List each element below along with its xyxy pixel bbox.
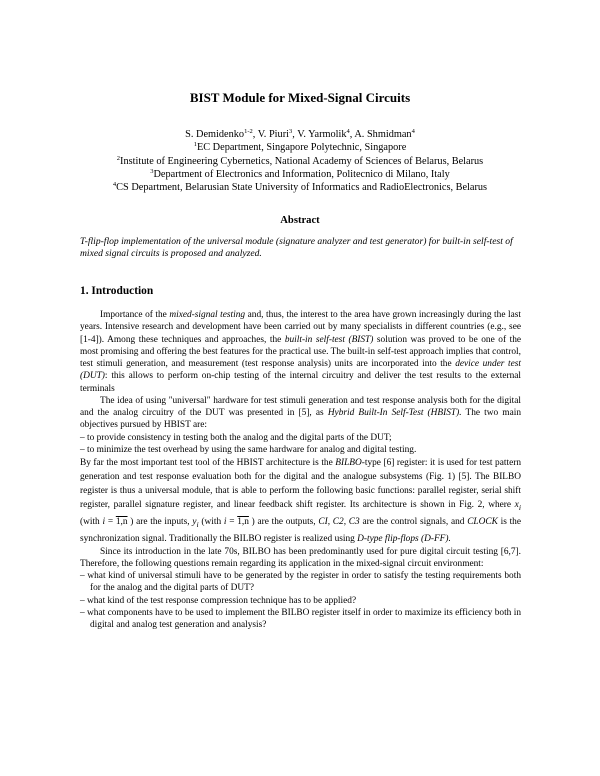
math-y-i: $y_i$: [192, 516, 199, 529]
author-list: S. Demidenko$^{1-2}$, V. Piuri$^3$, V. Yarmolik$^4$, A. Shmidman$^4$: [185, 128, 415, 140]
section-body: [80, 309, 521, 631]
author-name: S. Demidenko: [185, 129, 245, 140]
abstract-heading: Abstract: [280, 215, 320, 226]
section-heading: 1. Introduction: [80, 285, 154, 297]
list-item: – what kind of universal stimuli have to be generated by the register in order to satisfy the testing requirements both for the analog and the digital parts of DUT?: [80, 571, 521, 594]
list-item: – to provide consistency in testing both the analog and the digital parts of the DUT;: [80, 432, 392, 443]
paper-title: BIST Module for Mixed-Signal Circuits: [189, 90, 411, 105]
math-x-i: $x_i$: [514, 500, 521, 512]
paragraph-2: The idea of using "universal" hardware for test stimuli generation and test response analysis both for the digital and the analog circuitry of the DUT was presented in [5], as Hybrid Built-In Self-Test (HBIST). The two main objectives pursued by HBIST are:: [80, 395, 521, 431]
math-range: i = 1,n: [223, 516, 249, 527]
paragraph-3: By far the most important test tool of the HBIST architecture is the BILBO-type [6] register: it is used for test pattern generation and test response evaluation both for the digital and the analogue subsystems (Fig. 1) [5]. The BILBO register is thus a universal module, that is able to perform the following basic functions: parallel register, serial shift register, parallel signature register, and linear feedback shift register. Its architecture is shown in Fig. 2, where $x_i$ (with i = 1,n ) are the inputs, $y_i$ (with i = 1,n ) are the outputs, CI, C2, C3 are the control signals, and CLOCK is the synchronization signal. Traditionally the BILBO register is realized using D-type flip-flops (D-FF).: [80, 458, 521, 544]
paragraph-4: Since its introduction in the late 70s, BILBO has been predominantly used for pure digital circuit testing [6,7]. Therefore, the following questions remain regarding its application in the mixed-signal circuit environment:: [80, 546, 521, 569]
affiliation-2: $^2$Institute of Engineering Cybernetics, National Academy of Sciences of Belarus, Belarus: [116, 154, 484, 167]
abstract-text: T-flip-flop implementation of the universal module (signature analyzer and test generator) for built-in self-test of mixed signal circuits is proposed and analyzed.: [80, 236, 513, 260]
author-name: A. Shmidman: [354, 129, 412, 140]
math-range: i = 1,n: [102, 516, 128, 527]
affiliation-4: $^4$CS Department, Belarusian State University of Informatics and RadioElectronics, Belarus: [112, 181, 488, 194]
paragraph-1: Importance of the mixed-signal testing and, thus, the interest to the area have grown increasingly during the last years. Intensive research and development have been carried out by many specialists in different countries (e.g., see [1-4]). Among these techniques and approaches, the built-in self-test (BIST) solution was proved to be one of the most promising and offering the best features for the practical use. The built-in self-test approach implies that control, test stimuli generation, and measurement (test response analysis) units are incorporated into the device under test (DUT): this allows to perform on-chip testing of the internal circuitry and deliver the test results to the external terminals: [80, 310, 522, 394]
affiliation-1: $^1$EC Department, Singapore Polytechnic, Singapore: [193, 141, 407, 154]
author-name: V. Yarmolik: [297, 129, 347, 140]
author-name: V. Piuri: [257, 129, 289, 140]
author-block: [0, 128, 600, 194]
list-item: – what components have to be used to implement the BILBO register itself in order to maximize its efficiency both in digital and analog test generation and analysis?: [80, 607, 521, 631]
affiliation-3: $^3$Department of Electronics and Information, Politecnico di Milano, Italy: [150, 167, 450, 180]
list-item: – what kind of the test response compression technique has to be applied?: [80, 595, 357, 606]
list-item: – to minimize the test overhead by using the same hardware for analog and digital testing.: [80, 444, 417, 455]
